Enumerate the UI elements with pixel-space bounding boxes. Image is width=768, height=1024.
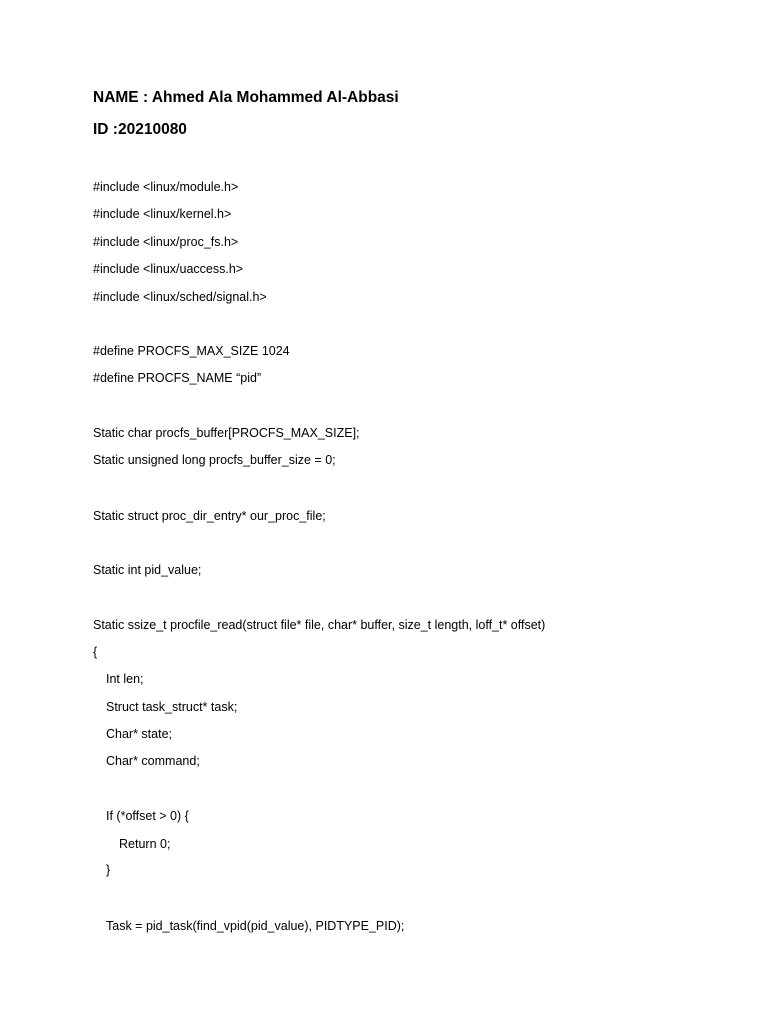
code-line: Return 0; [119, 837, 171, 851]
code-line: #define PROCFS_NAME “pid” [93, 371, 262, 385]
code-line: Static unsigned long procfs_buffer_size = 0; [93, 453, 336, 467]
code-line: #include <linux/kernel.h> [93, 207, 232, 221]
code-line: #define PROCFS_MAX_SIZE 1024 [93, 344, 290, 358]
code-line: #include <linux/proc_fs.h> [93, 235, 239, 249]
code-line: Int len; [106, 672, 144, 686]
student-id: ID :20210080 [93, 121, 187, 138]
code-line: Task = pid_task(find_vpid(pid_value), PIDTYPE_PID); [106, 919, 405, 933]
code-line: #include <linux/uaccess.h> [93, 262, 244, 276]
code-line: #include <linux/module.h> [93, 180, 239, 194]
code-line: { [93, 645, 98, 659]
code-line: Static int pid_value; [93, 563, 202, 577]
code-line: Static struct proc_dir_entry* our_proc_file; [93, 509, 326, 523]
student-name: NAME : Ahmed Ala Mohammed Al-Abbasi [93, 89, 399, 106]
code-line: Static ssize_t procfile_read(struct file* file, char* buffer, size_t length, loff_t* offset) [93, 618, 546, 632]
code-line: Static char procfs_buffer[PROCFS_MAX_SIZE]; [93, 426, 360, 440]
code-line: #include <linux/sched/signal.h> [93, 290, 267, 304]
code-line: Char* state; [106, 727, 173, 741]
code-line: Char* command; [106, 754, 200, 768]
code-line: } [106, 863, 111, 877]
code-line: Struct task_struct* task; [106, 700, 238, 714]
code-line: If (*offset > 0) { [106, 809, 189, 823]
